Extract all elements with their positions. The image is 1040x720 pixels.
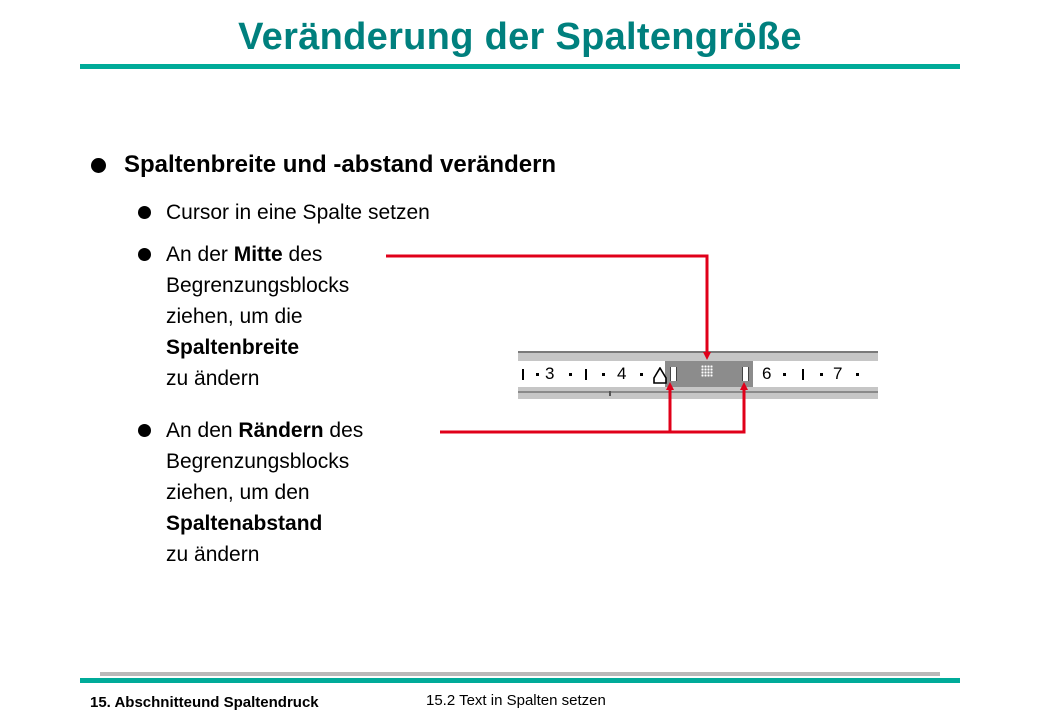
footer-chapter: 15. Abschnitteund Spaltendruck: [90, 694, 319, 711]
raender-line-1: An den Rändern des: [166, 419, 364, 442]
raender-arrows: [440, 386, 744, 432]
footer-shadow-line: [100, 672, 940, 676]
raender-line-4: Spaltenabstand: [166, 512, 323, 535]
raender-line-5: zu ändern: [166, 543, 260, 566]
mitte-line-4: Spaltenbreite: [166, 336, 300, 359]
ruler-number-6: 6: [762, 364, 772, 383]
footer-section: 15.2 Text in Spalten setzen: [426, 692, 606, 709]
raender-line-3: ziehen, um den: [166, 481, 310, 504]
raender-bold: Rändern: [238, 419, 324, 442]
mitte-line-3: ziehen, um die: [166, 305, 303, 328]
mitte-arrow: [386, 256, 707, 356]
main-bullet-text: Spaltenbreite und -abstand verändern: [124, 151, 557, 178]
mitte-line-5: zu ändern: [166, 367, 260, 390]
slide-title: Veränderung der Spaltengröße: [238, 16, 802, 58]
ruler-number-4: 4: [617, 364, 627, 383]
raender-line-2: Begrenzungsblocks: [166, 450, 350, 473]
mitte-line-2: Begrenzungsblocks: [166, 274, 350, 297]
mitte-bold: Mitte: [233, 243, 283, 266]
ruler-number-3: 3: [545, 364, 555, 383]
sub-bullet-cursor: Cursor in eine Spalte setzen: [166, 201, 430, 224]
mitte-line-1: An der Mitte des: [166, 243, 323, 266]
footer-rule: [80, 678, 960, 683]
ruler-number-7: 7: [833, 364, 843, 383]
